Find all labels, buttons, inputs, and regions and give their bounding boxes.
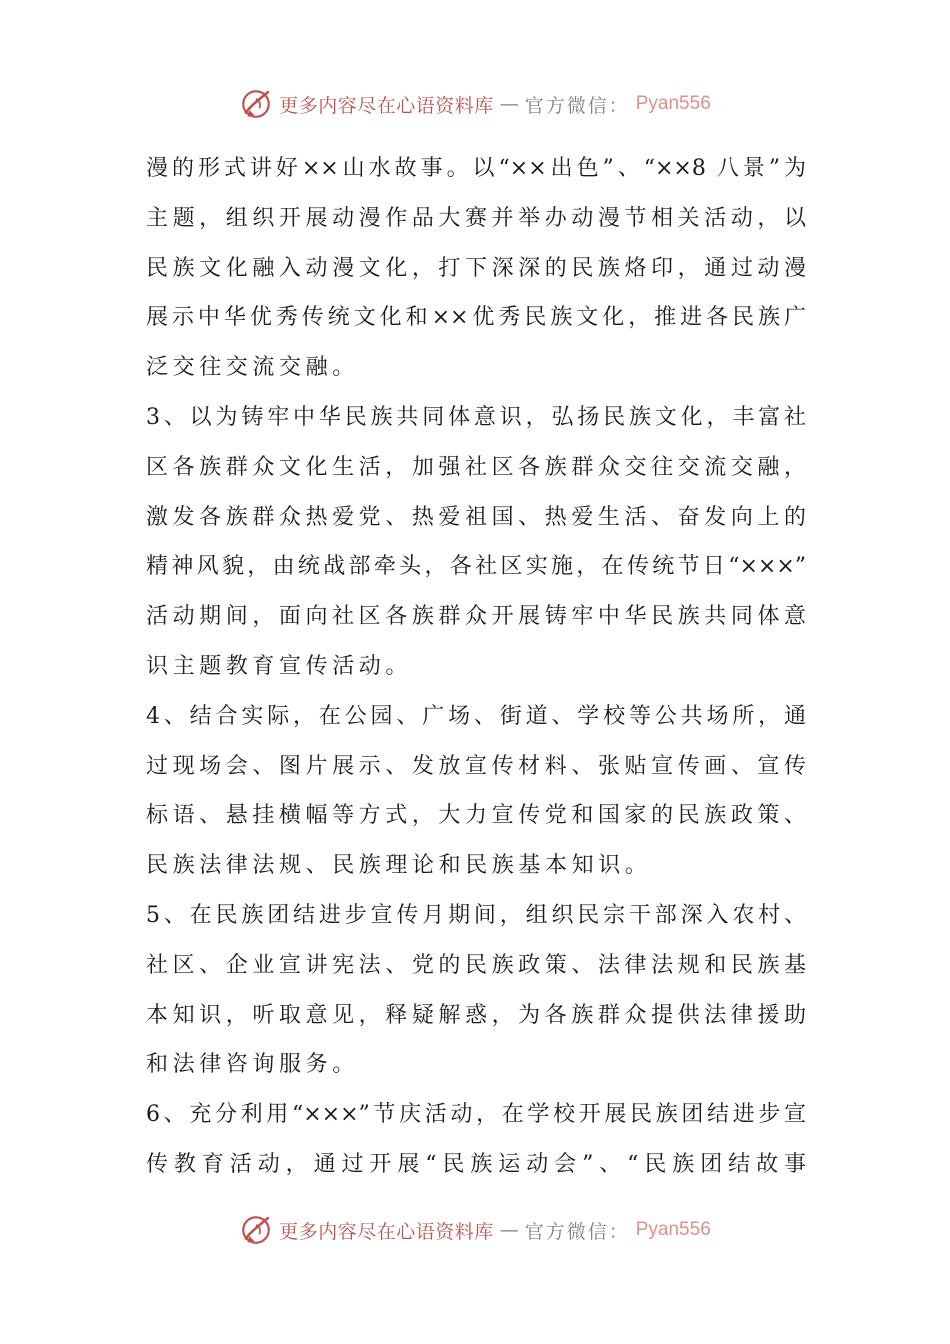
text-line: 民族文化融入动漫文化，打下深深的民族烙印，通过动漫 xyxy=(146,255,806,281)
text-line: 和法律咨询服务。 xyxy=(146,1052,359,1078)
header-watermark-banner xyxy=(0,84,950,124)
text-line: 5、在民族团结进步宣传月期间，组织民宗干部深入农村、 xyxy=(146,902,806,928)
text-line: 精神风貌，由统战部牵头，各社区实施，在传统节日“×××” xyxy=(146,554,806,580)
text-line: 3、以为铸牢中华民族共同体意识，弘扬民族文化，丰富社 xyxy=(146,404,806,430)
text-line: 传教育活动，通过开展“民族运动会”、“民族团结故事 xyxy=(146,1151,806,1177)
text-line: 过现场会、图片展示、发放宣传材料、张贴宣传画、宣传 xyxy=(146,753,806,779)
text-line: 主题，组织开展动漫作品大赛并举办动漫节相关活动，以 xyxy=(146,205,806,231)
banner-wechat-label: 官方微信： xyxy=(524,1220,630,1243)
text-line: 4、结合实际，在公园、广场、街道、学校等公共场所，通 xyxy=(146,703,806,729)
pen-logo-icon xyxy=(239,87,273,121)
text-line: 民族法律法规、民族理论和民族基本知识。 xyxy=(146,853,652,879)
banner-wechat-id: Pyan556 xyxy=(635,93,711,114)
text-line: 泛交往交流交融。 xyxy=(146,355,359,381)
text-line: 识主题教育宣传活动。 xyxy=(146,653,413,679)
text-line: 激发各族群众热爱党、热爱祖国、热爱生活、奋发向上的 xyxy=(146,504,806,530)
pen-logo-icon xyxy=(239,1213,273,1247)
text-line: 漫的形式讲好××山水故事。以“××出色”、“××8 八景”为 xyxy=(146,156,806,181)
text-line: 6、充分利用“×××”节庆活动，在学校开展民族团结进步宣 xyxy=(146,1102,806,1128)
banner-dash: — xyxy=(499,93,519,115)
text-line: 区各族群众文化生活，加强社区各族群众交往交流交融， xyxy=(146,454,806,480)
footer-watermark-banner xyxy=(0,1210,950,1250)
text-line: 本知识，听取意见，释疑解惑，为各族群众提供法律援助 xyxy=(146,1002,806,1028)
banner-dash: — xyxy=(499,1219,519,1241)
text-line: 标语、悬挂横幅等方式，大力宣传党和国家的民族政策、 xyxy=(146,803,806,829)
banner-wechat-label: 官方微信： xyxy=(524,94,630,117)
banner-site-name: 更多内容尽在心语资料库 xyxy=(279,1220,494,1243)
banner-site-name: 更多内容尽在心语资料库 xyxy=(279,94,494,117)
banner-wechat-id: Pyan556 xyxy=(635,1219,711,1240)
text-line: 活动期间，面向社区各族群众开展铸牢中华民族共同体意 xyxy=(146,604,806,630)
document-body xyxy=(146,144,806,1190)
text-line: 展示中华优秀传统文化和××优秀民族文化，推进各民族广 xyxy=(146,305,806,331)
text-line: 社区、企业宣讲宪法、党的民族政策、法律法规和民族基 xyxy=(146,952,806,978)
